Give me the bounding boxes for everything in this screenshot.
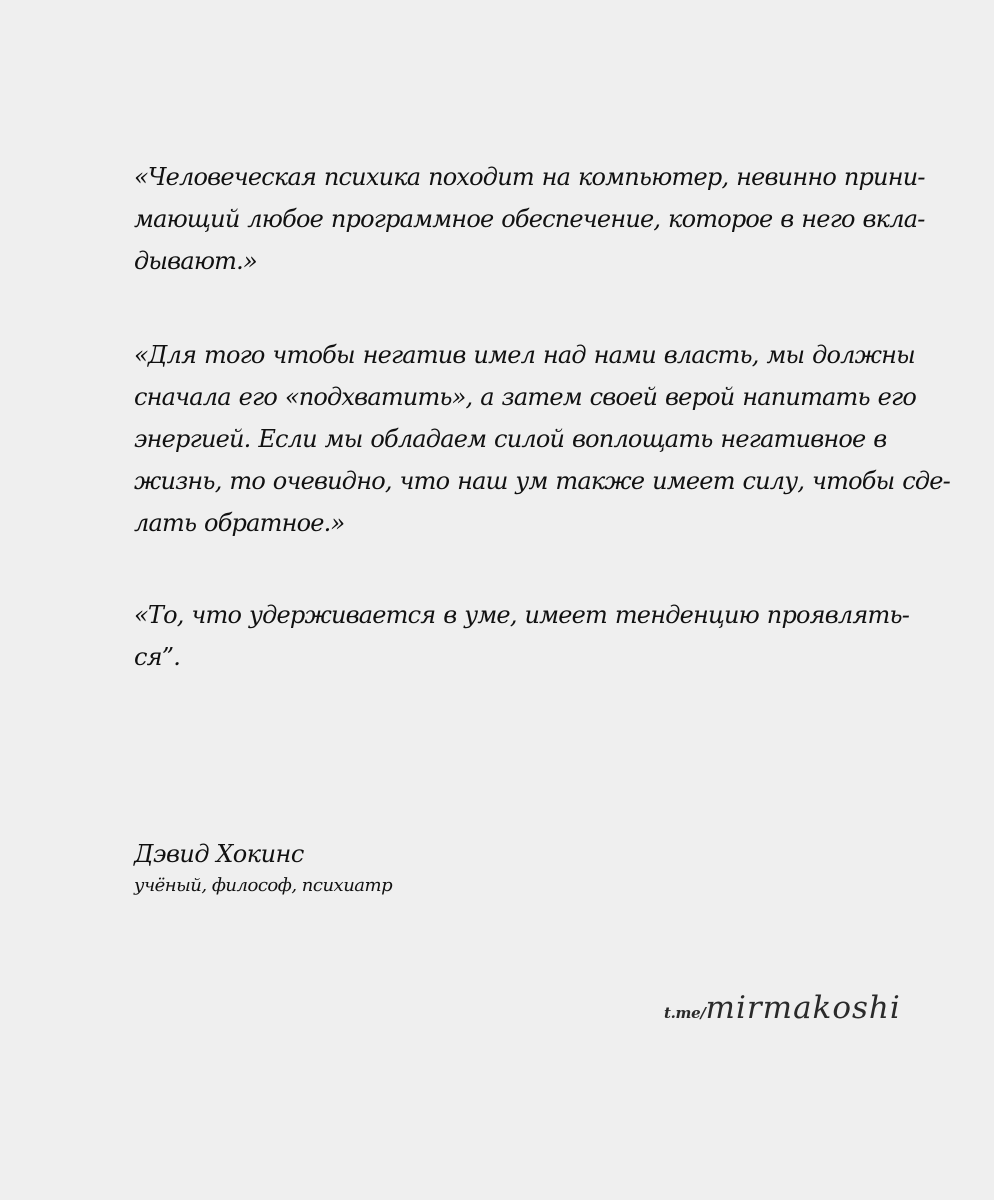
author-name: Дэвид Хокинс: [134, 840, 304, 868]
author-block: [134, 836, 634, 900]
quote-line: сначала его «подхватить», а затем своей верой напитать его: [134, 383, 916, 411]
author-title: учёный, философ, психиатр: [134, 875, 393, 896]
channel-link[interactable]: [664, 990, 901, 1026]
quote-line: «Для того чтобы негатив имел над нами власть, мы должны: [134, 341, 915, 369]
quote-line: энергией. Если мы обладаем силой воплощать негативное в: [134, 425, 887, 453]
quote-line: дывают.»: [134, 247, 257, 275]
quote-line: мающий любое программное обеспечение, которое в него вкла-: [134, 205, 925, 233]
quotes-block: [134, 156, 950, 678]
quote-1: [134, 156, 925, 282]
quote-line: жизнь, то очевидно, что наш ум также имеет силу, чтобы сде-: [134, 467, 950, 495]
quote-line: лать обратное.»: [134, 509, 345, 537]
quote-3: [134, 594, 910, 678]
channel-handle: mirmakoshi: [705, 990, 901, 1026]
channel-prefix: t.me/: [664, 1004, 706, 1022]
quote-line: «Человеческая психика походит на компьютер, невинно прини-: [134, 163, 925, 191]
quote-2: [134, 334, 950, 544]
quote-line: ся”.: [134, 643, 181, 671]
quote-line: «То, что удерживается в уме, имеет тенденцию проявлять-: [134, 601, 910, 629]
